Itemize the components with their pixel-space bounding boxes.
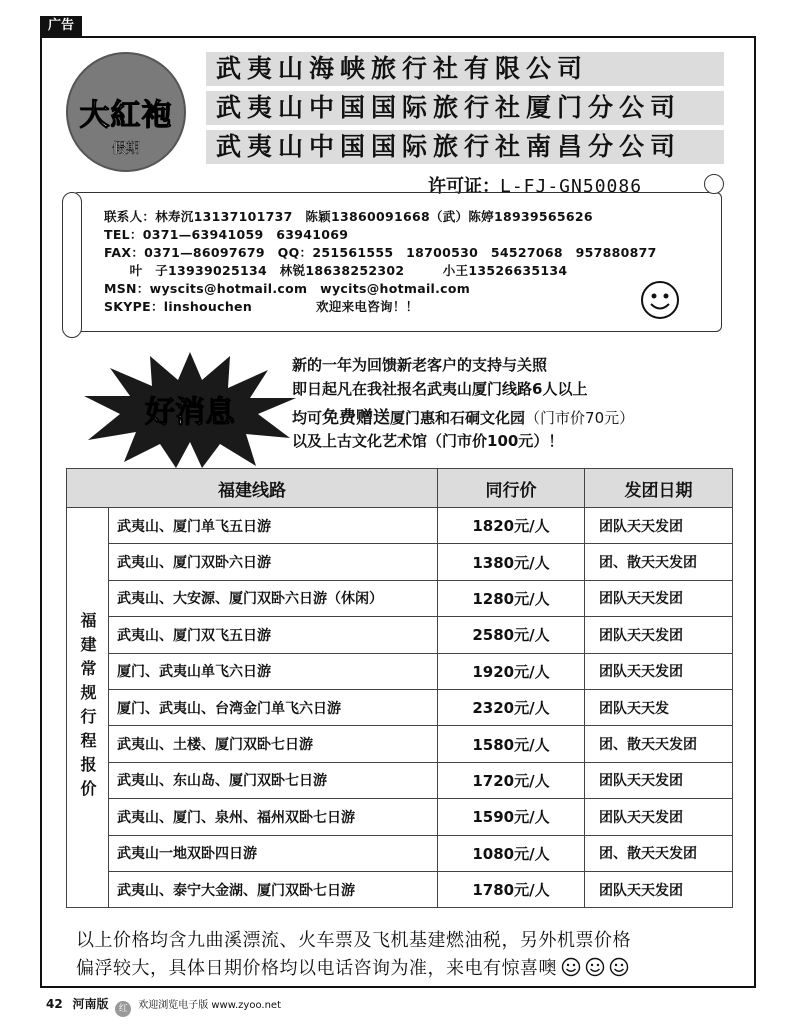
promo-line-3-d: （门市价70元） (525, 409, 635, 427)
scroll-curl-left (62, 192, 82, 338)
license-label: 许可证： (428, 176, 500, 197)
table-row (67, 762, 733, 798)
company-name-2: 武夷山中国国际旅行社厦门分公司 (206, 91, 724, 125)
route-date: 团队天天发 (585, 689, 733, 725)
note-line-1: 以上价格均含九曲溪漂流、火车票及飞机基建燃油税，另外机票价格 (76, 930, 631, 951)
table-row (67, 617, 733, 653)
route-name: 武夷山、厦门双飞五日游 (109, 617, 438, 653)
site-link[interactable]: 欢迎浏览电子版 www.zyoo.net (138, 1000, 281, 1011)
header-price: 同行价 (438, 469, 585, 508)
table-row (67, 508, 733, 544)
promo-line-3 (292, 403, 634, 428)
edition-seal: 红 (115, 1001, 131, 1017)
route-name: 武夷山、厦门、泉州、福州双卧七日游 (109, 799, 438, 835)
route-date: 团队天天发团 (585, 580, 733, 616)
good-news-starburst (80, 350, 300, 470)
route-name: 武夷山、东山岛、厦门双卧七日游 (109, 762, 438, 798)
table-row (67, 835, 733, 871)
route-price: 1720元/人 (438, 762, 585, 798)
contact-more-persons: 叶 子13939025134 林锐18638252302 小王13526635134 (104, 263, 568, 278)
smiley-icon (561, 957, 581, 977)
route-price: 1380元/人 (438, 544, 585, 580)
contact-skype: SKYPE：linshouchen 欢迎来电咨询！！ (104, 299, 419, 314)
page-footer (46, 995, 281, 1017)
route-date: 团队天天发团 (585, 653, 733, 689)
route-price: 1920元/人 (438, 653, 585, 689)
route-name: 厦门、武夷山、台湾金门单飞六日游 (109, 689, 438, 725)
route-price: 1080元/人 (438, 835, 585, 871)
promo-line-2: 即日起凡在我社报名武夷山厦门线路6人以上 (292, 380, 588, 398)
contact-fax-qq: FAX：0371—86097679 QQ：251561555 18700530 54527068 957880877 (104, 245, 657, 260)
smiley-icon (640, 280, 680, 320)
route-name: 武夷山、厦门单飞五日游 (109, 508, 438, 544)
side-label-cell (67, 508, 109, 908)
smiley-icon (609, 957, 629, 977)
route-date: 团队天天发团 (585, 799, 733, 835)
route-date: 团、散天天发团 (585, 726, 733, 762)
promo-free-gift: 免费赠送 (322, 408, 391, 428)
route-price: 2580元/人 (438, 617, 585, 653)
routes-table (66, 468, 733, 908)
route-name: 武夷山、厦门双卧六日游 (109, 544, 438, 580)
promo-line-1: 新的一年为回馈新老客户的支持与关照 (292, 356, 548, 374)
table-row (67, 799, 733, 835)
table-row (67, 689, 733, 725)
good-news-text: 好消息 (145, 395, 235, 430)
table-row (67, 544, 733, 580)
route-price: 2320元/人 (438, 689, 585, 725)
route-price: 1280元/人 (438, 580, 585, 616)
dahongpao-badge (66, 52, 186, 172)
route-name: 厦门、武夷山单飞六日游 (109, 653, 438, 689)
page-number: 42 (46, 997, 63, 1011)
route-price: 1580元/人 (438, 726, 585, 762)
badge-subtitle: 假期 (112, 141, 140, 157)
route-date: 团、散天天发团 (585, 835, 733, 871)
contact-tel: TEL：0371—63941059 63941069 (104, 227, 349, 242)
route-name: 武夷山、大安源、厦门双卧六日游（休闲） (109, 580, 438, 616)
promo-line-3-c: 厦门惠和石硐文化园 (390, 409, 526, 427)
note-line-2 (76, 954, 629, 980)
promo-line-3-a: 均可 (292, 409, 323, 427)
header-route: 福建线路 (67, 469, 438, 508)
contact-msn: MSN：wyscits@hotmail.com wycits@hotmail.com (104, 281, 471, 296)
route-date: 团队天天发团 (585, 617, 733, 653)
route-price: 1590元/人 (438, 799, 585, 835)
route-date: 团队天天发团 (585, 508, 733, 544)
company-name-3: 武夷山中国国际旅行社南昌分公司 (206, 130, 724, 164)
note-line-2-text: 偏浮较大，具体日期价格均以电话咨询为准，来电有惊喜噢 (76, 958, 557, 979)
route-date: 团队天天发团 (585, 871, 733, 907)
contact-persons: 联系人：林寿沉13137101737 陈颖13860091668（武）陈婷18939565626 (104, 209, 593, 224)
smiley-icon (585, 957, 605, 977)
edition-label: 河南版 (72, 997, 109, 1011)
table-row (67, 580, 733, 616)
route-name: 武夷山、泰宁大金湖、厦门双卧七日游 (109, 871, 438, 907)
route-name: 武夷山一地双卧四日游 (109, 835, 438, 871)
route-name: 武夷山、土楼、厦门双卧七日游 (109, 726, 438, 762)
side-label: 福建常规行程报价 (78, 611, 97, 804)
promo-line-4: 以及上古文化艺术馆（门市价100元）！ (292, 432, 564, 450)
route-price: 1780元/人 (438, 871, 585, 907)
route-date: 团队天天发团 (585, 762, 733, 798)
table-row (67, 726, 733, 762)
route-price: 1820元/人 (438, 508, 585, 544)
table-header-row (67, 469, 733, 508)
ad-tag: 广告 (40, 16, 82, 36)
table-row (67, 653, 733, 689)
table-row (67, 871, 733, 907)
route-date: 团、散天天发团 (585, 544, 733, 580)
scroll-curl-right (704, 174, 724, 194)
license-value: L-FJ-GN50086 (500, 176, 643, 197)
header-date: 发团日期 (585, 469, 733, 508)
badge-title: 大紅袍 (79, 98, 173, 133)
company-name-1: 武夷山海峡旅行社有限公司 (206, 52, 724, 86)
